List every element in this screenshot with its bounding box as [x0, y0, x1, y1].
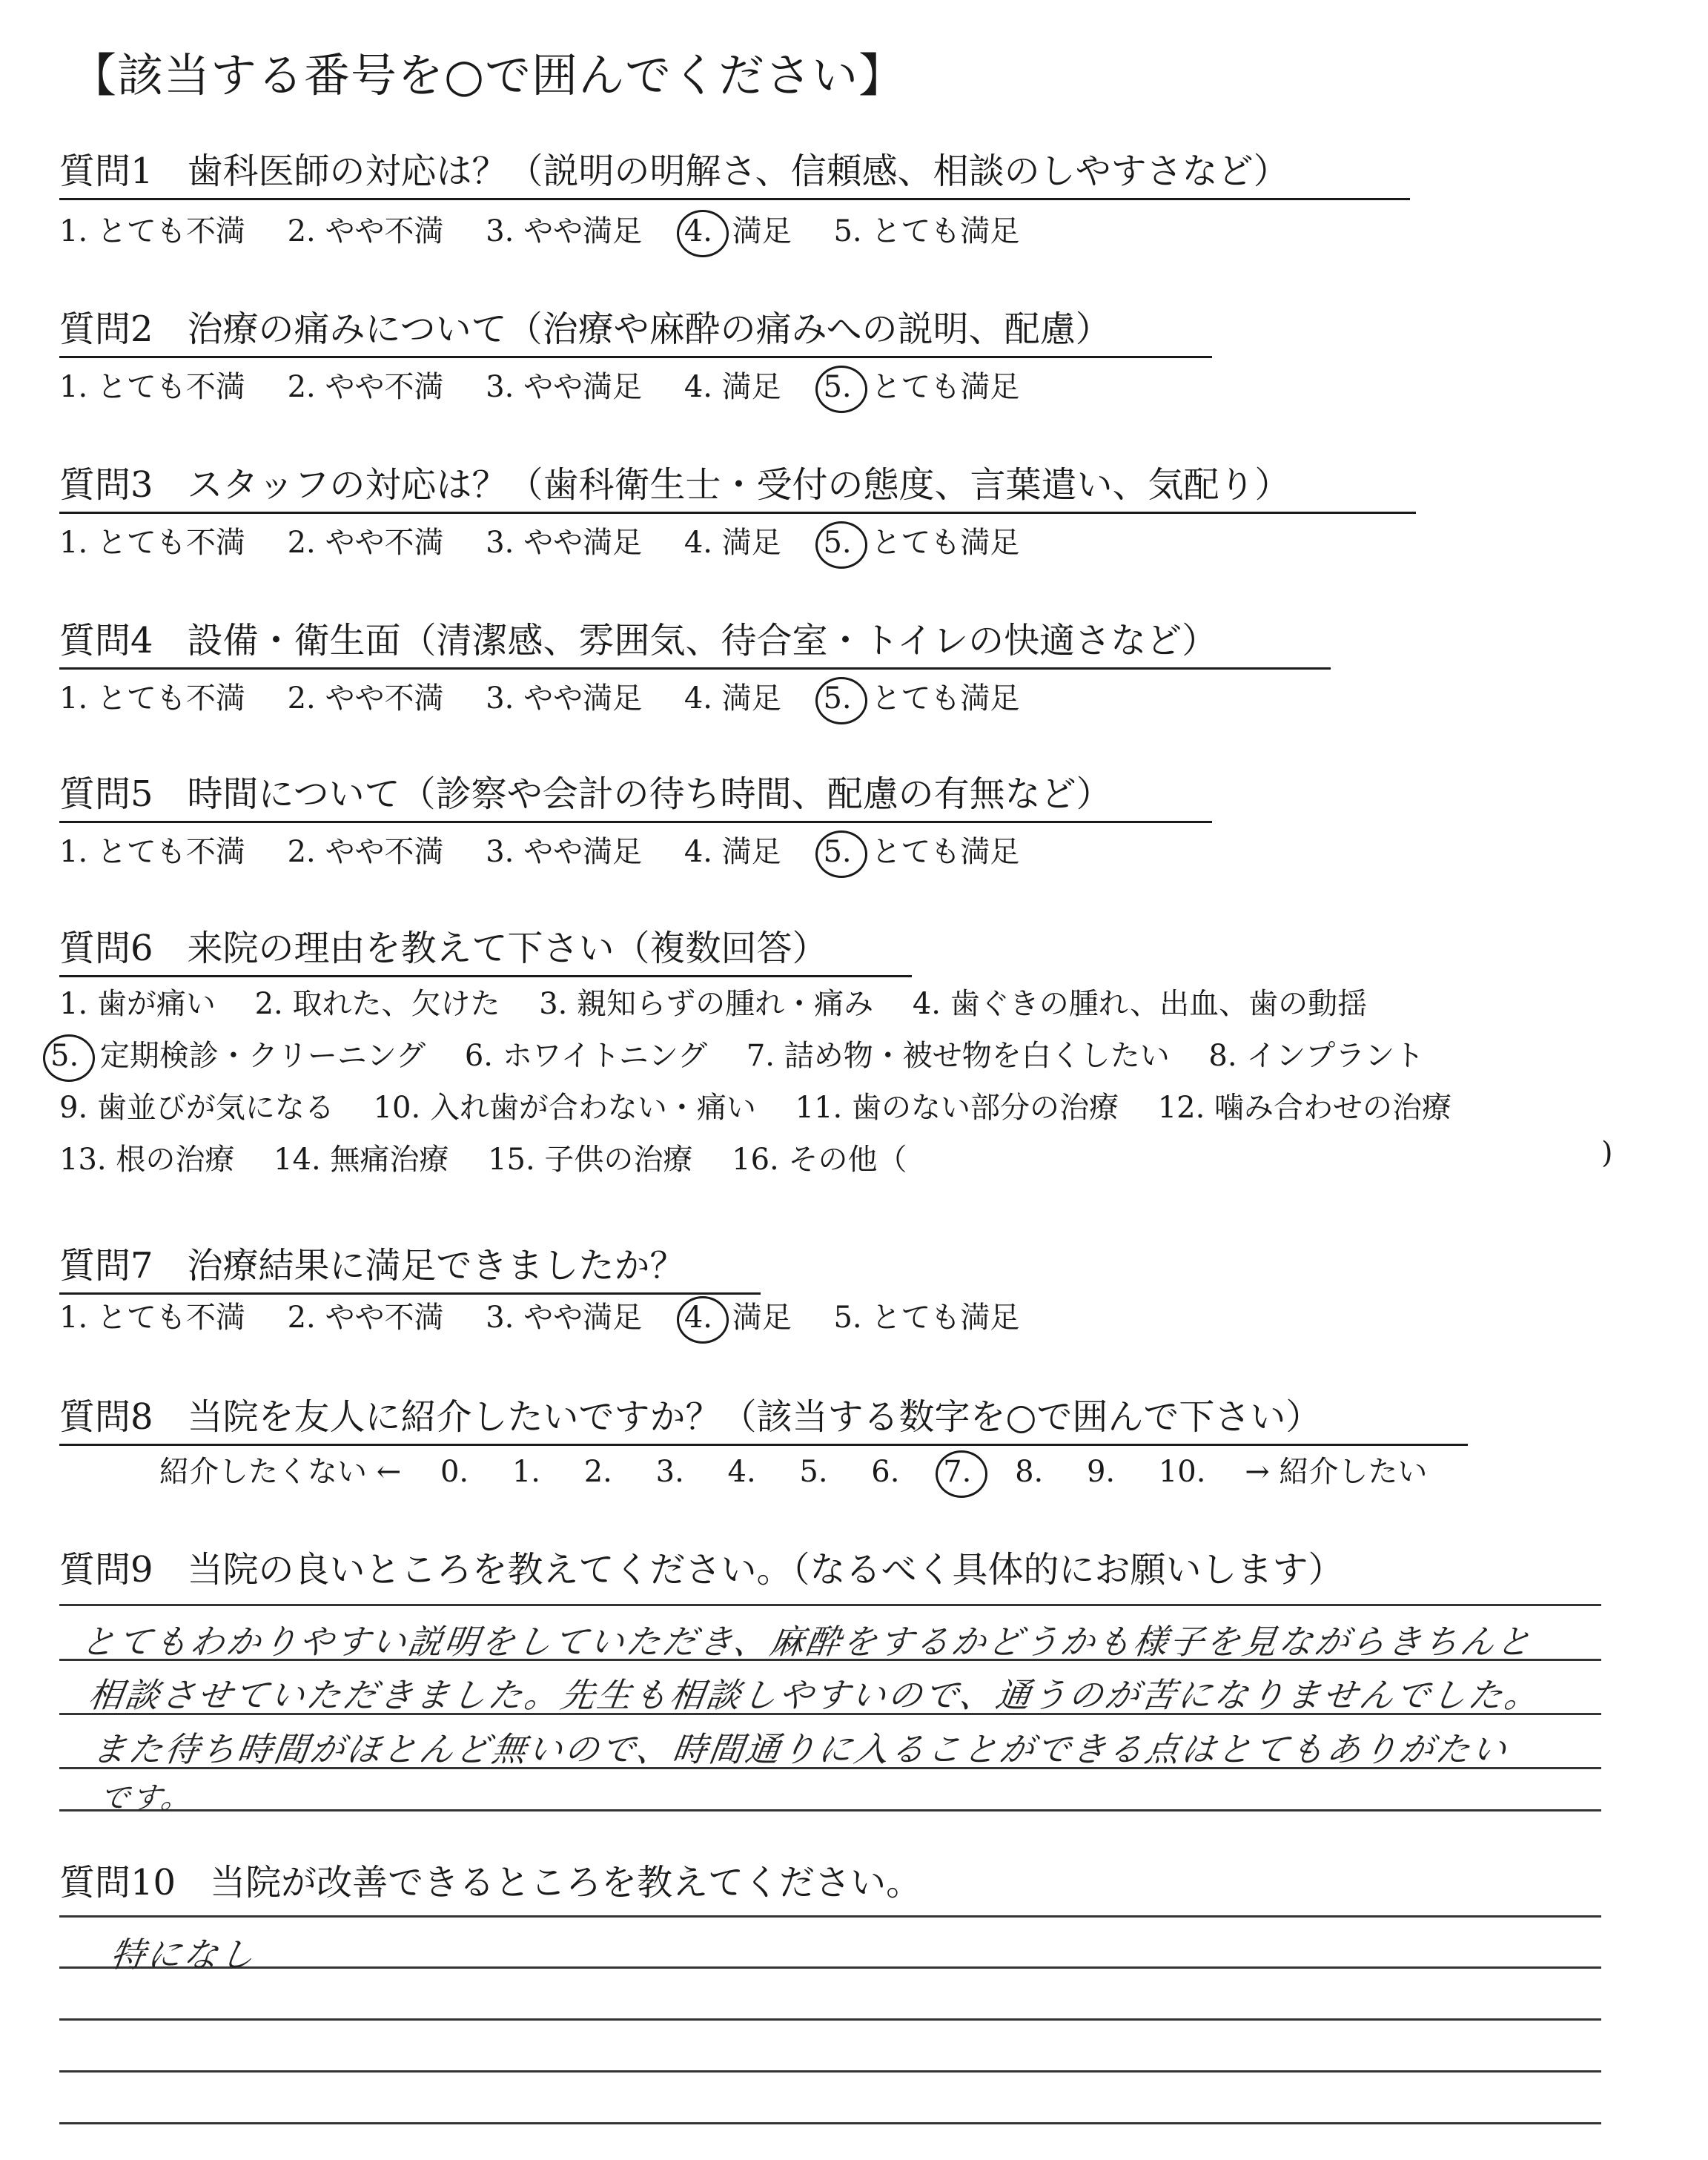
q4-option-5-label: とても満足 — [871, 681, 1020, 716]
q1-option-3[interactable]: 3. やや満足 — [486, 214, 643, 248]
question-1-text: 歯科医師の対応は？（説明の明解さ、信頼感、相談のしやすさなど） — [187, 151, 1289, 192]
q8-scale-row — [159, 1448, 1460, 1490]
q6-option-2[interactable]: 2. 取れた、欠けた — [254, 987, 500, 1021]
q6-option-13[interactable]: 13. 根の治療 — [59, 1143, 235, 1177]
q2-option-1[interactable]: 1. とても不満 — [59, 370, 245, 404]
q7-option-4-circled[interactable] — [684, 1301, 712, 1335]
question-10-number: 質問10 — [59, 1862, 176, 1903]
q6-row-1 — [59, 980, 1397, 1023]
q6-option-8[interactable]: 8. インプラント — [1208, 1039, 1425, 1073]
q6-option-5-number: 5. — [50, 1039, 79, 1073]
q7-option-4-label: 満足 — [732, 1301, 792, 1335]
question-2-options — [59, 363, 1052, 406]
q2-option-5-circled[interactable] — [823, 370, 851, 404]
q8-left-label: 紹介したくない ← — [159, 1455, 402, 1489]
question-5-text: 時間について（診察や会計の待ち時間、配慮の有無など） — [187, 773, 1112, 815]
q6-option-5-label: 定期検診・クリーニング — [99, 1039, 426, 1073]
q8-scale-2[interactable]: 2. — [583, 1455, 612, 1489]
q9-answer-line-3: また待ち時間がほとんど無いので、時間通りに入ることができる点はとてもありがたい — [89, 1729, 1512, 1769]
q5-option-2[interactable]: 2. やや不満 — [287, 835, 444, 869]
question-4-number: 質問4 — [59, 620, 153, 661]
q4-option-5-circled[interactable] — [823, 681, 851, 716]
answer-line — [59, 2070, 1601, 2073]
q6-row-4 — [59, 1136, 936, 1178]
question-7-number: 質問7 — [59, 1245, 153, 1287]
q6-option-3[interactable]: 3. 親知らずの腫れ・痛み — [539, 987, 874, 1021]
q3-option-5-circled[interactable] — [823, 526, 851, 560]
q7-option-1[interactable]: 1. とても不満 — [59, 1301, 245, 1335]
q7-option-5[interactable]: 5. とても満足 — [833, 1301, 1020, 1335]
answer-line — [59, 1915, 1601, 1918]
selection-circle — [815, 677, 867, 724]
q1-option-2[interactable]: 2. やや不満 — [287, 214, 444, 248]
q6-option-16[interactable]: 16. その他（ — [732, 1143, 907, 1177]
selection-circle — [936, 1450, 987, 1498]
question-2-text: 治療の痛みについて（治療や麻酔の痛みへの説明、配慮） — [187, 308, 1111, 350]
answer-line — [59, 1966, 1601, 1969]
q3-option-5-label: とても満足 — [871, 526, 1020, 560]
q8-scale-8[interactable]: 8. — [1015, 1455, 1044, 1489]
question-6-number: 質問6 — [59, 928, 153, 969]
answer-line — [59, 2122, 1601, 2124]
selection-circle — [815, 366, 867, 413]
q6-option-14[interactable]: 14. 無痛治療 — [274, 1143, 449, 1177]
q6-option-15[interactable]: 15. 子供の治療 — [488, 1143, 693, 1177]
q9-answer-line-2: 相談させていただきました。先生も相談しやすいので、通うのが苦になりませんでした。 — [85, 1675, 1544, 1715]
q2-option-2[interactable]: 2. やや不満 — [287, 370, 444, 404]
question-5-number: 質問5 — [59, 773, 153, 815]
q9-answer-line-4: です。 — [97, 1781, 196, 1815]
question-6-text: 来院の理由を教えて下さい（複数回答） — [187, 928, 828, 969]
selection-circle — [815, 830, 867, 878]
question-3-heading — [59, 456, 1416, 514]
question-10-heading — [59, 1854, 921, 1905]
q6-option-7[interactable]: 7. 詰め物・被せ物を白くしたい — [746, 1039, 1170, 1073]
q10-answer: 特になし — [107, 1935, 259, 1975]
q5-option-5-circled[interactable] — [823, 835, 851, 869]
question-10-text: 当院が改善できるところを教えてください。 — [210, 1862, 922, 1903]
q6-option-10[interactable]: 10. 入れ歯が合わない・痛い — [373, 1091, 756, 1125]
q5-option-5-number: 5. — [823, 835, 852, 869]
q4-option-1[interactable]: 1. とても不満 — [59, 681, 245, 716]
question-1-heading — [59, 142, 1410, 200]
q2-option-4[interactable]: 4. 満足 — [683, 370, 781, 404]
q3-option-5-number: 5. — [823, 526, 852, 560]
q7-option-3[interactable]: 3. やや満足 — [486, 1301, 643, 1335]
q1-option-1[interactable]: 1. とても不満 — [59, 214, 245, 248]
question-8-text: 当院を友人に紹介したいですか？（該当する数字を○で囲んで下さい） — [187, 1396, 1322, 1438]
question-3-text: スタッフの対応は？（歯科衛生士・受付の態度、言葉遣い、気配り） — [187, 464, 1291, 506]
q8-scale-10[interactable]: 10. — [1158, 1455, 1206, 1489]
q2-option-3[interactable]: 3. やや満足 — [486, 370, 643, 404]
q8-scale-1[interactable]: 1. — [512, 1455, 541, 1489]
q7-option-2[interactable]: 2. やや不満 — [287, 1301, 444, 1335]
q1-option-4-circled[interactable] — [684, 214, 712, 248]
question-9-heading — [59, 1541, 1344, 1592]
q6-option-11[interactable]: 11. 歯のない部分の治療 — [795, 1091, 1119, 1125]
q8-scale-4[interactable]: 4. — [727, 1455, 756, 1489]
selection-circle — [43, 1034, 95, 1082]
q3-option-3[interactable]: 3. やや満足 — [486, 526, 643, 560]
question-7-options — [59, 1294, 1052, 1336]
question-5-heading — [59, 765, 1212, 823]
question-7-heading — [59, 1237, 761, 1295]
q3-option-1[interactable]: 1. とても不満 — [59, 526, 245, 560]
answer-line — [59, 1604, 1601, 1606]
q2-option-5-label: とても満足 — [871, 370, 1020, 404]
question-2-heading — [59, 300, 1212, 358]
q6-other-close-paren: ) — [1601, 1136, 1613, 1170]
q1-option-5[interactable]: 5. とても満足 — [833, 214, 1020, 248]
question-9-number: 質問9 — [59, 1549, 153, 1591]
q6-option-6[interactable]: 6. ホワイトニング — [464, 1039, 708, 1073]
q8-scale-0[interactable]: 0. — [440, 1455, 469, 1489]
q8-scale-5[interactable]: 5. — [799, 1455, 828, 1489]
q8-scale-6[interactable]: 6. — [871, 1455, 900, 1489]
q5-option-5-label: とても満足 — [871, 835, 1020, 869]
q6-option-1[interactable]: 1. 歯が痛い — [59, 987, 216, 1021]
q6-row-3 — [59, 1084, 1481, 1126]
answer-line — [59, 1809, 1601, 1811]
q3-option-4[interactable]: 4. 満足 — [683, 526, 781, 560]
question-7-text: 治療結果に満足できましたか？ — [187, 1245, 686, 1287]
q5-option-4[interactable]: 4. 満足 — [683, 835, 781, 869]
q1-option-4-number: 4. — [683, 214, 712, 248]
q6-option-5-circled[interactable] — [50, 1039, 79, 1073]
q3-option-2[interactable]: 2. やや不満 — [287, 526, 444, 560]
question-3-number: 質問3 — [59, 464, 153, 506]
q4-option-2[interactable]: 2. やや不満 — [287, 681, 444, 716]
q2-option-5-number: 5. — [823, 370, 852, 404]
q4-option-4[interactable]: 4. 満足 — [683, 681, 781, 716]
question-8-number: 質問8 — [59, 1396, 153, 1438]
q8-right-label: → 紹介したい — [1245, 1455, 1428, 1489]
page-title: 【該当する番号を○で囲んでください】 — [70, 48, 906, 102]
question-4-options — [59, 675, 1052, 717]
question-8-heading — [59, 1388, 1468, 1446]
q6-option-9[interactable]: 9. 歯並びが気になる — [59, 1091, 334, 1125]
q8-scale-9[interactable]: 9. — [1086, 1455, 1116, 1489]
selection-circle — [677, 210, 729, 257]
q1-option-4-label: 満足 — [732, 214, 792, 248]
selection-circle — [815, 521, 867, 569]
q9-answer-line-1: とてもわかりやすい説明をしていただき、麻酔をするかどうかも様子を見ながらきちんと — [78, 1622, 1536, 1662]
q8-scale-3[interactable]: 3. — [655, 1455, 684, 1489]
question-5-options — [59, 828, 1052, 871]
question-9-text: 当院の良いところを教えてください。（なるべく具体的にお願いします） — [187, 1549, 1344, 1591]
question-1-number: 質問1 — [59, 151, 153, 192]
question-6-heading — [59, 919, 912, 977]
q4-option-5-number: 5. — [823, 681, 852, 716]
question-2-number: 質問2 — [59, 308, 153, 350]
q6-row-2 — [50, 1032, 1454, 1074]
q6-option-12[interactable]: 12. 噛み合わせの治療 — [1157, 1091, 1452, 1125]
question-4-heading — [59, 612, 1331, 670]
q5-option-3[interactable]: 3. やや満足 — [486, 835, 643, 869]
selection-circle — [677, 1296, 729, 1344]
question-3-options — [59, 519, 1052, 561]
q7-option-4-number: 4. — [683, 1301, 712, 1335]
q6-option-4[interactable]: 4. 歯ぐきの腫れ、出血、歯の動揺 — [912, 987, 1368, 1021]
answer-line — [59, 2018, 1601, 2021]
q8-scale-7-circled[interactable] — [943, 1455, 971, 1489]
q4-option-3[interactable]: 3. やや満足 — [486, 681, 643, 716]
q5-option-1[interactable]: 1. とても不満 — [59, 835, 245, 869]
question-1-options — [59, 208, 1052, 250]
q8-scale-7-number: 7. — [943, 1455, 972, 1489]
question-4-text: 設備・衛生面（清潔感、雰囲気、待合室・トイレの快適さなど） — [187, 620, 1218, 661]
